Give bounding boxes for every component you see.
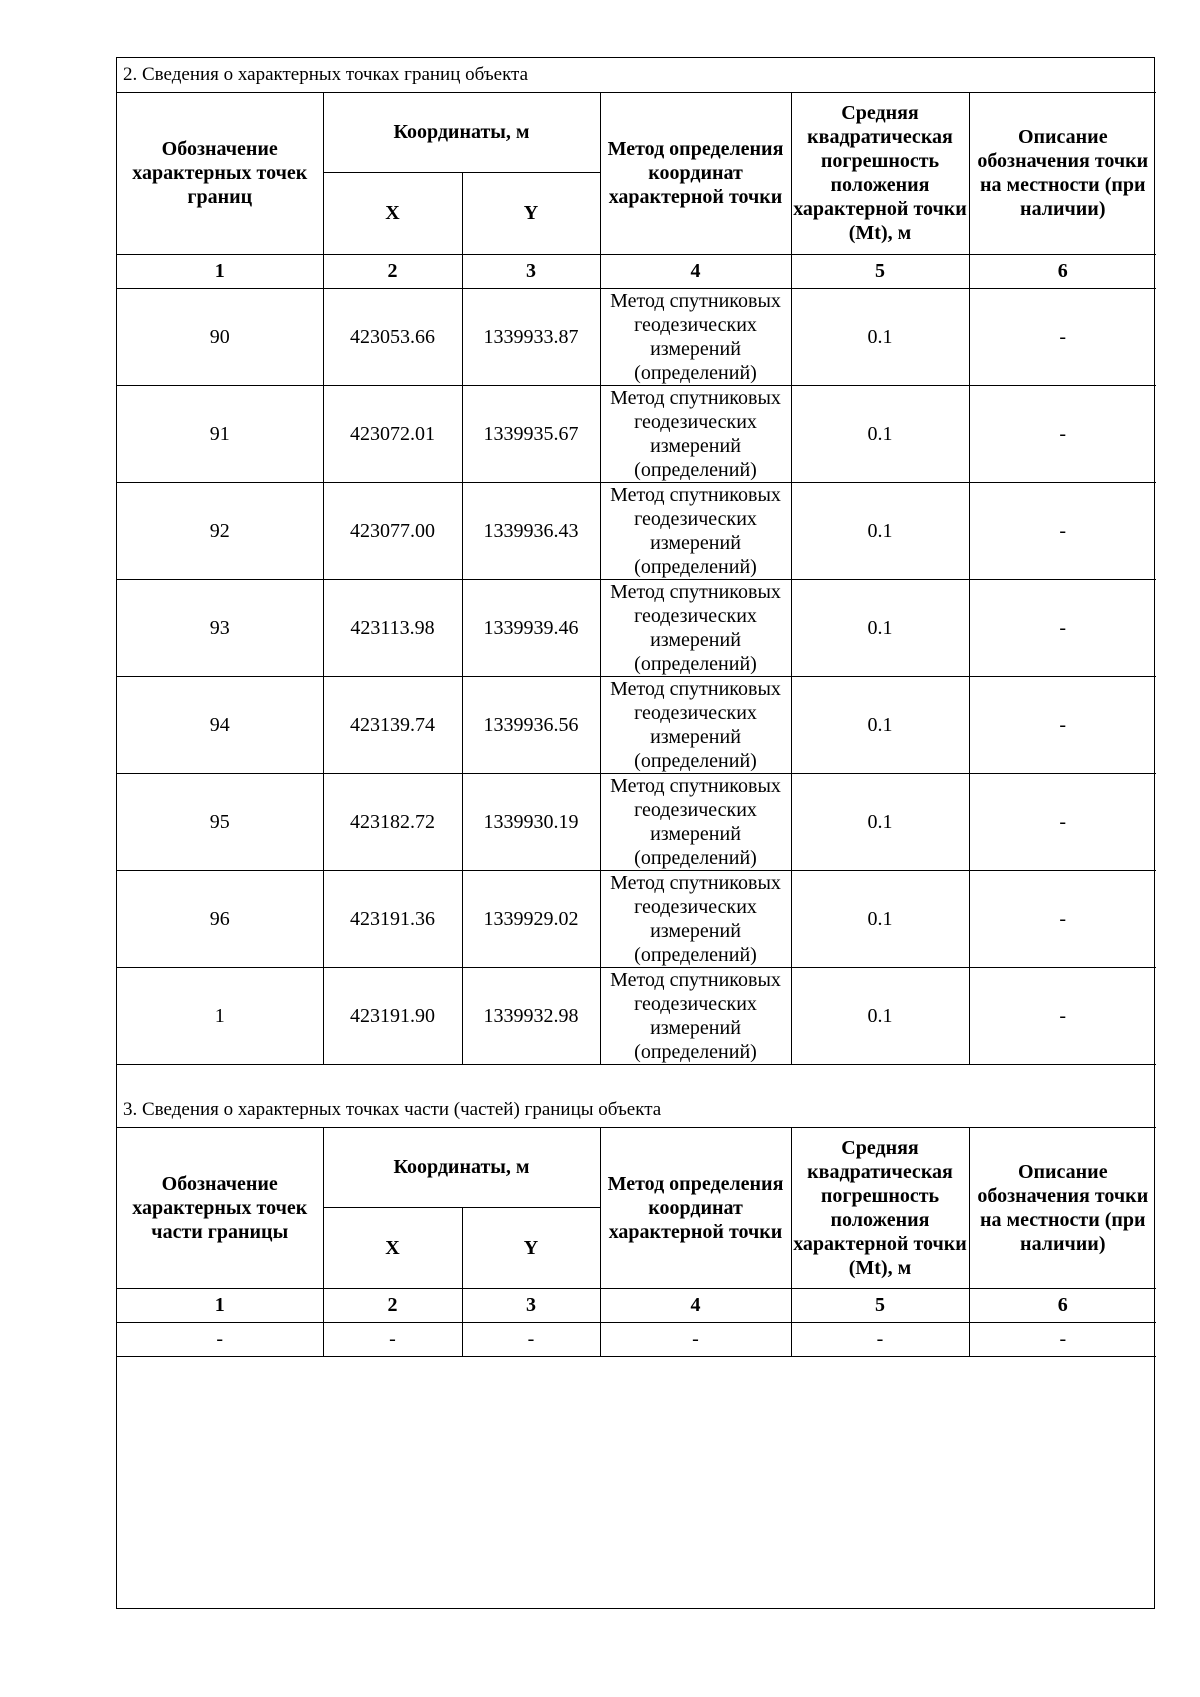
- y-coordinate-cell: 1339932.98: [462, 967, 600, 1064]
- column-number: 5: [791, 1288, 969, 1322]
- description-cell: -: [969, 676, 1156, 773]
- header-x: X: [323, 172, 462, 254]
- section-3-title: 3. Сведения о характерных точках части (частей) границы объекта: [117, 1093, 1156, 1127]
- method-cell: Метод спутниковых геодезических измерений (определений): [600, 676, 791, 773]
- mt-error-cell: 0.1: [791, 482, 969, 579]
- header-y: Y: [462, 1207, 600, 1288]
- column-number: 3: [462, 1288, 600, 1322]
- document-sheet: [116, 57, 1155, 1609]
- mt-error-cell: 0.1: [791, 288, 969, 385]
- y-coordinate-cell: 1339930.19: [462, 773, 600, 870]
- header-designation: Обозначение характерных точек части границы: [117, 1127, 323, 1288]
- description-cell: -: [969, 967, 1156, 1064]
- x-coordinate-cell: 423191.36: [323, 870, 462, 967]
- mt-error-cell: 0.1: [791, 385, 969, 482]
- description-cell: -: [969, 870, 1156, 967]
- x-coordinate-cell: 423182.72: [323, 773, 462, 870]
- mt-error-cell: 0.1: [791, 870, 969, 967]
- x-coordinate-cell: 423053.66: [323, 288, 462, 385]
- table-row: [117, 967, 1156, 1064]
- y-coordinate-cell: 1339935.67: [462, 385, 600, 482]
- header-coordinates: Координаты, м: [323, 92, 600, 172]
- y-coordinate-cell: 1339929.02: [462, 870, 600, 967]
- y-coordinate-cell: -: [462, 1322, 600, 1356]
- mt-error-cell: 0.1: [791, 773, 969, 870]
- header-description: Описание обозначения точки на местности (при наличии): [969, 92, 1156, 254]
- y-coordinate-cell: 1339939.46: [462, 579, 600, 676]
- method-cell: Метод спутниковых геодезических измерений (определений): [600, 773, 791, 870]
- point-id-cell: 96: [117, 870, 323, 967]
- description-cell: -: [969, 773, 1156, 870]
- x-coordinate-cell: 423191.90: [323, 967, 462, 1064]
- point-id-cell: 95: [117, 773, 323, 870]
- column-number: 2: [323, 254, 462, 288]
- table-row: [117, 1322, 1156, 1356]
- x-coordinate-cell: -: [323, 1322, 462, 1356]
- header-description: Описание обозначения точки на местности (при наличии): [969, 1127, 1156, 1288]
- method-cell: -: [600, 1322, 791, 1356]
- table-row: [117, 870, 1156, 967]
- x-coordinate-cell: 423077.00: [323, 482, 462, 579]
- point-id-cell: 1: [117, 967, 323, 1064]
- method-cell: Метод спутниковых геодезических измерений (определений): [600, 870, 791, 967]
- header-y: Y: [462, 172, 600, 254]
- header-error: Средняя квадратическая погрешность положения характерной точки (Mt), м: [791, 1127, 969, 1288]
- mt-error-cell: 0.1: [791, 579, 969, 676]
- description-cell: -: [969, 1322, 1156, 1356]
- description-cell: -: [969, 288, 1156, 385]
- description-cell: -: [969, 579, 1156, 676]
- y-coordinate-cell: 1339936.56: [462, 676, 600, 773]
- description-cell: -: [969, 385, 1156, 482]
- x-coordinate-cell: 423072.01: [323, 385, 462, 482]
- column-number: 1: [117, 1288, 323, 1322]
- column-number: 6: [969, 1288, 1156, 1322]
- table-row: [117, 676, 1156, 773]
- point-id-cell: 93: [117, 579, 323, 676]
- y-coordinate-cell: 1339936.43: [462, 482, 600, 579]
- table-row: [117, 385, 1156, 482]
- point-id-cell: -: [117, 1322, 323, 1356]
- method-cell: Метод спутниковых геодезических измерений (определений): [600, 482, 791, 579]
- header-error: Средняя квадратическая погрешность положения характерной точки (Mt), м: [791, 92, 969, 254]
- y-coordinate-cell: 1339933.87: [462, 288, 600, 385]
- header-coordinates: Координаты, м: [323, 1127, 600, 1207]
- column-number: 4: [600, 1288, 791, 1322]
- method-cell: Метод спутниковых геодезических измерений (определений): [600, 385, 791, 482]
- x-coordinate-cell: 423139.74: [323, 676, 462, 773]
- description-cell: -: [969, 482, 1156, 579]
- mt-error-cell: 0.1: [791, 676, 969, 773]
- column-number: 4: [600, 254, 791, 288]
- part-points-table: [117, 1093, 1156, 1357]
- column-number: 1: [117, 254, 323, 288]
- column-number: 5: [791, 254, 969, 288]
- header-method: Метод определения координат характерной точки: [600, 1127, 791, 1288]
- column-number: 2: [323, 1288, 462, 1322]
- header-x: X: [323, 1207, 462, 1288]
- mt-error-cell: 0.1: [791, 967, 969, 1064]
- boundary-points-table: [117, 58, 1156, 1065]
- method-cell: Метод спутниковых геодезических измерений (определений): [600, 579, 791, 676]
- point-id-cell: 90: [117, 288, 323, 385]
- method-cell: Метод спутниковых геодезических измерений (определений): [600, 967, 791, 1064]
- mt-error-cell: -: [791, 1322, 969, 1356]
- header-method: Метод определения координат характерной точки: [600, 92, 791, 254]
- section-2-title: 2. Сведения о характерных точках границ объекта: [117, 58, 1156, 92]
- header-designation: Обозначение характерных точек границ: [117, 92, 323, 254]
- point-id-cell: 91: [117, 385, 323, 482]
- table-row: [117, 482, 1156, 579]
- column-number: 3: [462, 254, 600, 288]
- table-row: [117, 288, 1156, 385]
- point-id-cell: 92: [117, 482, 323, 579]
- table-row: [117, 579, 1156, 676]
- point-id-cell: 94: [117, 676, 323, 773]
- column-number: 6: [969, 254, 1156, 288]
- table-row: [117, 773, 1156, 870]
- x-coordinate-cell: 423113.98: [323, 579, 462, 676]
- method-cell: Метод спутниковых геодезических измерений (определений): [600, 288, 791, 385]
